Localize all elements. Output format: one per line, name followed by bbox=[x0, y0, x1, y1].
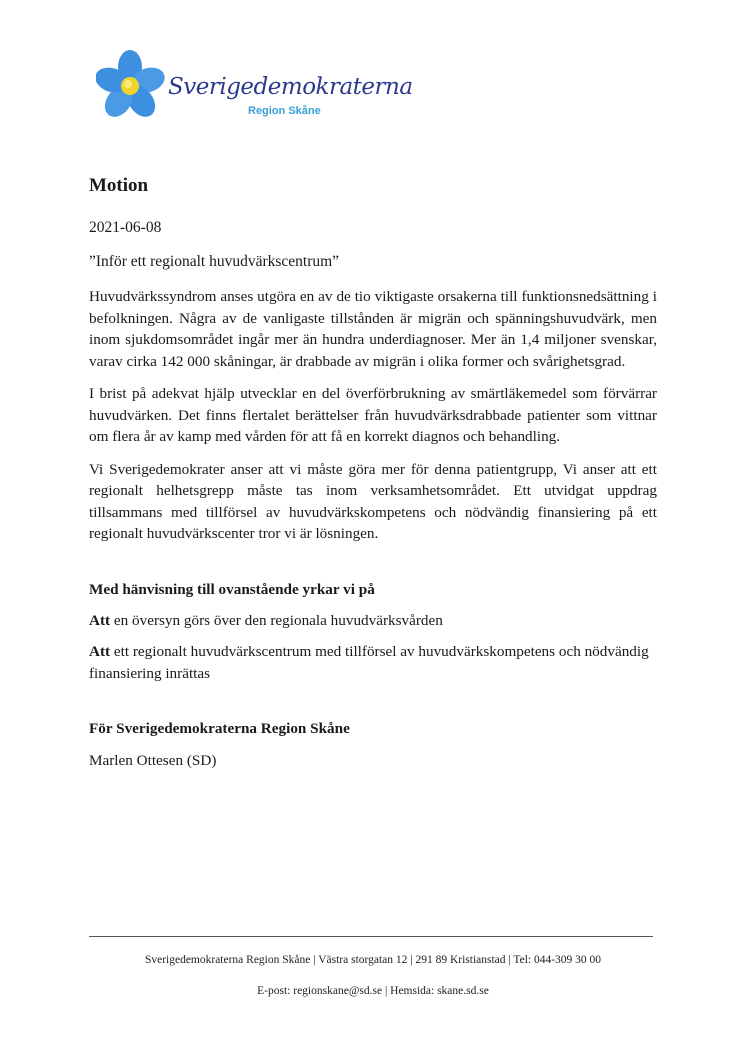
footer-contact: E-post: regionskane@sd.se | Hemsida: skane.sd.se bbox=[257, 985, 489, 997]
paragraph-3: Vi Sverigedemokrater anser att vi måste göra mer för denna patientgrupp, Vi anser att ett regionalt helhetsgrepp måste tas inom verksamhetsområdet. Ett utvidgat uppdrag tillsammans med tillförsel av huvudvärkskompetens och nödvändig finansiering på ett regionalt huvudvärkscenter tror vi är lösningen. bbox=[89, 460, 657, 542]
request-lead: Att bbox=[89, 643, 111, 660]
request-2 bbox=[89, 641, 657, 684]
document-body bbox=[89, 172, 657, 771]
request-text: en översyn görs över den regionala huvudvärksvården bbox=[110, 611, 443, 629]
flower-icon bbox=[96, 50, 172, 126]
request-text: ett regionalt huvudvärkscentrum med tillförsel av huvudvärkskompetens och nödvändig finansiering inrättas bbox=[89, 643, 649, 682]
request-lead: Att bbox=[89, 611, 111, 629]
motion-subject: ”Inför ett regionalt huvudvärkscentrum” bbox=[89, 253, 340, 270]
signature-heading: För Sverigedemokraterna Region Skåne bbox=[89, 720, 350, 737]
paragraph-1: Huvudvärkssyndrom anses utgöra en av de tio viktigaste orsakerna till funktionsnedsättning i befolkningen. Några av de vanligaste tillstånden är migrän och spänningshuvudvärk, men inom sjukdomsområdet ingår mer än hundra underdiagnoser. Mer än 1,4 miljoner svenskar, varav cirka 142 000 skåningar, är drabbade av migrän i olika former och svårighetsgrad. bbox=[89, 288, 657, 370]
signer-name: Marlen Ottesen (SD) bbox=[89, 752, 217, 769]
party-logo bbox=[96, 50, 413, 126]
logo-region: Region Skåne bbox=[248, 105, 321, 117]
requests-heading: Med hänvisning till ovanstående yrkar vi på bbox=[89, 580, 375, 598]
document-title: Motion bbox=[89, 175, 149, 196]
document-date: 2021-06-08 bbox=[89, 219, 162, 236]
request-1 bbox=[89, 610, 657, 632]
footer-divider bbox=[89, 936, 653, 937]
paragraph-2: I brist på adekvat hjälp utvecklar en del överförbrukning av smärtläkemedel som förvärrar huvudvärken. Det finns flertalet berättelser från huvudvärksdrabbade patienter som vittnar om flera år av kamp med vården för att få en korrekt diagnos och behandling. bbox=[89, 385, 657, 445]
logo-name: Sverigedemokraterna bbox=[168, 74, 413, 100]
footer-address: Sverigedemokraterna Region Skåne | Västra storgatan 12 | 291 89 Kristianstad | Tel: 044-309 30 00 bbox=[144, 954, 602, 966]
